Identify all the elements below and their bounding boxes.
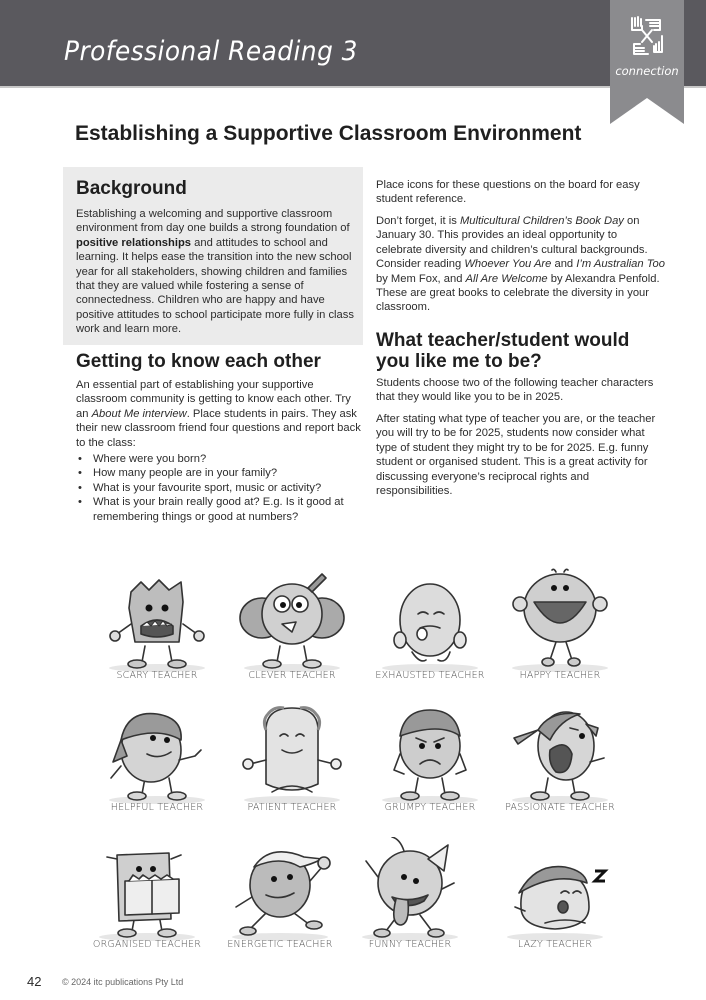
helpful-teacher-icon	[87, 700, 227, 810]
question-text: Where were you born?	[93, 453, 207, 465]
background-heading: Background	[76, 178, 187, 199]
patient-teacher-icon	[222, 700, 362, 810]
bullet-icon: •	[78, 496, 82, 509]
teacher-character	[340, 837, 480, 967]
background-text	[76, 207, 361, 337]
bullet-icon: •	[78, 481, 82, 494]
text-part: Don’t forget, it is	[376, 215, 460, 227]
book-day-text	[376, 214, 666, 315]
ribbon-label: connection	[615, 64, 679, 78]
character-label: EXHAUSTED TEACHER	[375, 670, 485, 681]
teacher-character	[87, 700, 227, 830]
teacher-character	[210, 837, 350, 967]
question-item	[76, 495, 361, 524]
italic-title: Whoever You Are	[464, 258, 552, 271]
what-teacher-heading: What teacher/student would you like me to be?	[376, 330, 630, 372]
text-part: by Mem Fox, and	[376, 272, 466, 285]
teacher-character	[485, 837, 625, 967]
bullet-icon: •	[78, 453, 82, 465]
what-teacher-text-1: Students choose two of the following teacher characters that they would like you to be in 2025.	[376, 377, 654, 404]
teacher-character	[360, 700, 500, 830]
question-list	[76, 452, 361, 524]
background-text-part: Establishing a welcoming and supportive classroom environment from day one builds a strong foundation of	[76, 208, 350, 235]
clever-teacher-icon	[222, 568, 362, 678]
getting-to-know-heading: Getting to know each other	[76, 351, 321, 372]
energetic-teacher-icon	[210, 837, 350, 947]
italic-title: Multicultural Children’s Book Day	[459, 215, 624, 227]
teacher-character	[360, 568, 500, 698]
gk-italic-phrase: About Me interview	[91, 407, 187, 420]
teacher-character	[490, 568, 630, 698]
character-label: FUNNY TEACHER	[368, 939, 452, 950]
grumpy-teacher-icon	[360, 700, 500, 810]
question-text: What is your favourite sport, music or activity?	[93, 481, 322, 494]
bullet-icon: •	[78, 467, 82, 480]
character-label: LAZY TEACHER	[517, 939, 593, 950]
copyright-text: © 2024 itc publications Pty Ltd	[62, 977, 184, 987]
question-text: What is your brain really good at? E.g. Is it good at remembering things or good at numbers?	[93, 496, 344, 523]
getting-to-know-text	[76, 378, 361, 450]
connection-hands-icon	[626, 14, 668, 60]
character-label: ORGANISED TEACHER	[92, 939, 202, 950]
question-item	[76, 466, 361, 480]
ribbon-notch	[610, 98, 684, 124]
teacher-character	[222, 700, 362, 830]
lazy-teacher-icon	[485, 837, 625, 947]
character-label: HELPFUL TEACHER	[110, 802, 204, 813]
question-text: How many people are in your family?	[93, 467, 278, 480]
character-label: GRUMPY TEACHER	[384, 802, 476, 813]
gk-text-part: An essential part of establishing your supportive classroom community is getting to know each other. Try an	[76, 379, 351, 420]
character-label: CLEVER TEACHER	[248, 670, 336, 681]
scary-teacher-icon	[87, 568, 227, 678]
italic-title: All Are Welcome	[465, 272, 548, 285]
header-title: Professional Reading 3	[64, 36, 358, 67]
character-label: ENERGETIC TEACHER	[227, 939, 333, 950]
character-label: SCARY TEACHER	[116, 670, 198, 681]
exhausted-teacher-icon	[360, 568, 500, 678]
question-item	[76, 452, 361, 466]
page-title: Establishing a Supportive Classroom Environment	[75, 122, 582, 145]
text-part: by Alexandra Penfold. These are great books to celebrate the diversity in your classroom.	[376, 272, 660, 314]
background-text-part: and attitudes to school and learning. It helps ease the transition into the new school year for all stakeholders, showing children and families that they are valued while fostering a sense of connectedness. Children who are happy and have positive attitudes to school participate more fully in class work and learn more.	[76, 236, 354, 336]
funny-teacher-icon	[340, 837, 480, 947]
what-teacher-text-2: After stating what type of teacher you are, or the teacher you will try to be for 2025, students now consider what type of student they might try to be for 2025. E.g. funny student or organised student. This is a great activity for discussing everyone’s reciprocal rights and responsibilities.	[376, 413, 656, 498]
teacher-character	[222, 568, 362, 698]
character-label: PATIENT TEACHER	[247, 802, 337, 813]
background-bold-phrase: positive relationships	[76, 236, 192, 249]
gk-text-part: . Place students in pairs. They ask their new classroom friend four questions and report back to the class:	[76, 407, 361, 449]
teacher-character	[77, 837, 217, 967]
organised-teacher-icon	[77, 837, 217, 947]
character-label: PASSIONATE TEACHER	[505, 802, 615, 813]
character-label: HAPPY TEACHER	[519, 670, 601, 681]
place-icons-text: Place icons for these questions on the board for easy student reference.	[376, 179, 640, 206]
text-part: on January 30. This provides an ideal opportunity to celebrate diversity and children’s cultural backgrounds. Consider reading	[376, 215, 648, 271]
text-part: and	[551, 258, 577, 271]
teacher-character	[490, 700, 630, 830]
happy-teacher-icon	[490, 568, 630, 678]
italic-title: I’m Australian Too	[576, 258, 665, 271]
page-number: 42	[27, 974, 42, 989]
passionate-teacher-icon	[490, 700, 630, 810]
teacher-character	[87, 568, 227, 698]
question-item	[76, 481, 361, 495]
